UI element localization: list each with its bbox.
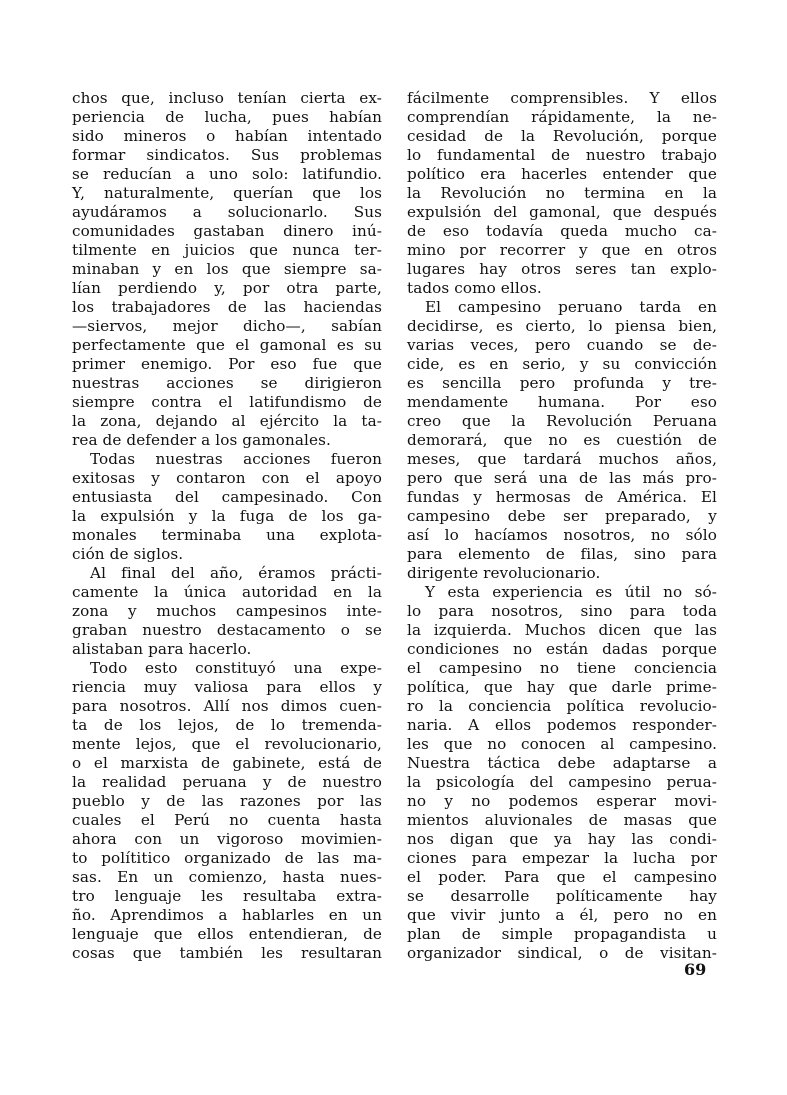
text-line: dirigente revolucionario. (407, 564, 601, 582)
text-line: Todo esto constituyó una expe- (90, 659, 382, 677)
text-line: Al final del año, éramos prácti- (90, 564, 382, 582)
text-line: ro la conciencia política revolucio- (407, 697, 717, 715)
text-line: lugares hay otros seres tan explo- (407, 260, 717, 278)
text-line: ayudáramos a solucionarlo. Sus (72, 203, 382, 221)
text-line: cide, es en serio, y su convicción (407, 355, 717, 373)
text-line: siempre contra el latifundismo de (72, 393, 382, 411)
text-line: lenguaje que ellos entendieran, de (72, 925, 382, 943)
text-line: comprendían rápidamente, la ne- (407, 108, 717, 126)
text-line: el poder. Para que el campesino (407, 868, 717, 886)
text-line: meses, que tardará muchos años, (407, 450, 717, 468)
text-line: Todas nuestras acciones fueron (90, 450, 382, 468)
text-line: fundas y hermosas de América. El (407, 488, 717, 506)
text-line: ño. Aprendimos a hablarles en un (72, 906, 382, 924)
text-line: no y no podemos esperar movi- (407, 792, 717, 810)
text-line: —siervos, mejor dicho—, sabían (72, 317, 382, 335)
text-line: que vivir junto a él, pero no en (407, 906, 717, 924)
text-line: minaban y en los que siempre sa- (72, 260, 382, 278)
text-line: para nosotros. Allí nos dimos cuen- (72, 697, 382, 715)
text-line: plan de simple propagandista u (407, 925, 717, 943)
text-line: tados como ellos. (407, 279, 542, 297)
text-line: político era hacerles entender que (407, 165, 717, 183)
text-line: tro lenguaje les resultaba extra- (72, 887, 382, 905)
text-line: Nuestra táctica debe adaptarse a (407, 754, 717, 772)
text-line: Y, naturalmente, querían que los (72, 184, 382, 202)
text-line: se reducían a uno solo: latifundio. (72, 165, 382, 183)
text-line: ahora con un vigoroso movimien- (72, 830, 382, 848)
text-line: ción de siglos. (72, 545, 184, 563)
text-line: la psicología del campesino perua- (407, 773, 717, 791)
text-line: les que no conocen al campesino. (407, 735, 717, 753)
text-line: perfectamente que el gamonal es su (72, 336, 382, 354)
text-line: sido mineros o habían intentado (72, 127, 382, 145)
text-line: creo que la Revolución Peruana (407, 412, 717, 430)
text-line: rea de defender a los gamonales. (72, 431, 331, 449)
text-line: mente lejos, que el revolucionario, (72, 735, 382, 753)
text-line: campesino debe ser preparado, y (407, 507, 717, 525)
text-line: mino por recorrer y que en otros (407, 241, 717, 259)
text-line: para elemento de filas, sino para (407, 545, 717, 563)
text-line: tilmente en juicios que nunca ter- (72, 241, 382, 259)
text-line: nos digan que ya hay las condi- (407, 830, 717, 848)
text-line: monales terminaba una explota- (72, 526, 382, 544)
text-line: varias veces, pero cuando se de- (407, 336, 717, 354)
text-line: la izquierda. Muchos dicen que las (407, 621, 717, 639)
text-line: es sencilla pero profunda y tre- (407, 374, 717, 392)
text-line: organizador sindical, o de visitan- (407, 944, 717, 962)
text-line: formar sindicatos. Sus problemas (72, 146, 382, 164)
text-line: pero que será una de las más pro- (407, 469, 717, 487)
text-line: El campesino peruano tarda en (425, 298, 717, 316)
text-line: Y esta experiencia es útil no só- (425, 583, 717, 601)
text-line: cuales el Perú no cuenta hasta (72, 811, 382, 829)
text-line: de eso todavía queda mucho ca- (407, 222, 717, 240)
text-line: graban nuestro destacamento o se (72, 621, 382, 639)
page-number: 69 (684, 960, 707, 979)
text-line: o el marxista de gabinete, está de (72, 754, 382, 772)
text-line: chos que, incluso tenían cierta ex- (72, 89, 382, 107)
text-line: riencia muy valiosa para ellos y (72, 678, 382, 696)
text-line: zona y muchos campesinos inte- (72, 602, 382, 620)
text-line: nuestras acciones se dirigieron (72, 374, 382, 392)
text-line: la Revolución no termina en la (407, 184, 717, 202)
right-text-column (407, 89, 717, 963)
text-line: así lo hacíamos nosotros, no sólo (407, 526, 717, 544)
text-line: naria. A ellos podemos responder- (407, 716, 717, 734)
text-line: lían perdiendo y, por otra parte, (72, 279, 382, 297)
text-line: condiciones no están dadas porque (407, 640, 717, 658)
text-line: la expulsión y la fuga de los ga- (72, 507, 382, 525)
text-line: la realidad peruana y de nuestro (72, 773, 382, 791)
text-line: fácilmente comprensibles. Y ellos (407, 89, 717, 107)
text-line: demorará, que no es cuestión de (407, 431, 717, 449)
text-line: lo fundamental de nuestro trabajo (407, 146, 717, 164)
text-line: el campesino no tiene conciencia (407, 659, 717, 677)
text-line: política, que hay que darle prime- (407, 678, 717, 696)
text-line: cesidad de la Revolución, porque (407, 127, 717, 145)
text-line: ciones para empezar la lucha por (407, 849, 717, 867)
text-line: expulsión del gamonal, que después (407, 203, 717, 221)
text-line: cosas que también les resultaran (72, 944, 382, 962)
text-line: alistaban para hacerlo. (72, 640, 252, 658)
text-line: camente la única autoridad en la (72, 583, 382, 601)
text-line: pueblo y de las razones por las (72, 792, 382, 810)
text-line: entusiasta del campesinado. Con (72, 488, 382, 506)
text-line: lo para nosotros, sino para toda (407, 602, 717, 620)
left-text-column (72, 89, 382, 963)
text-line: to polítitico organizado de las ma- (72, 849, 382, 867)
text-line: exitosas y contaron con el apoyo (72, 469, 382, 487)
text-line: primer enemigo. Por eso fue que (72, 355, 382, 373)
text-line: se desarrolle políticamente hay (407, 887, 717, 905)
text-line: decidirse, es cierto, lo piensa bien, (407, 317, 717, 335)
text-line: la zona, dejando al ejército la ta- (72, 412, 382, 430)
text-line: ta de los lejos, de lo tremenda- (72, 716, 382, 734)
text-line: sas. En un comienzo, hasta nues- (72, 868, 382, 886)
text-line: periencia de lucha, pues habían (72, 108, 382, 126)
text-line: mendamente humana. Por eso (407, 393, 717, 411)
text-line: comunidades gastaban dinero inú- (72, 222, 382, 240)
text-line: los trabajadores de las haciendas (72, 298, 382, 316)
text-line: mientos aluvionales de masas que (407, 811, 717, 829)
